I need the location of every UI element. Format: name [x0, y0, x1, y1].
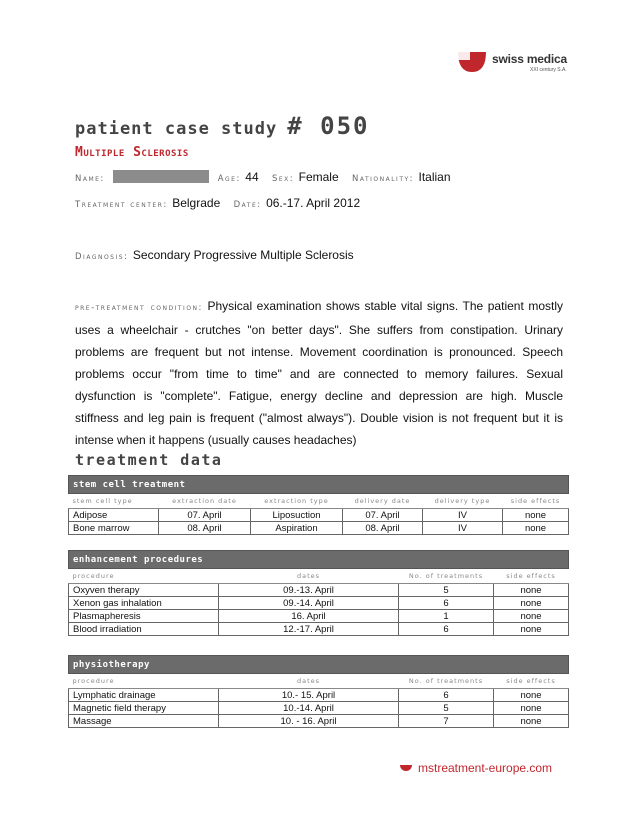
table-cell: 12.-17. April: [219, 623, 399, 636]
table-cell: none: [494, 610, 569, 623]
date-label: Date:: [233, 200, 262, 210]
table-row: [69, 623, 569, 636]
table-cell: 5: [399, 702, 494, 715]
table-cell: 09.-14. April: [219, 597, 399, 610]
table-cell: Bone marrow: [69, 522, 159, 535]
table-cell: 10.-14. April: [219, 702, 399, 715]
footer-link[interactable]: [400, 761, 552, 775]
age-value: 44: [245, 170, 259, 184]
nationality-value: Italian: [418, 170, 451, 184]
table-cell: none: [494, 584, 569, 597]
table-cell: 10.- 15. April: [219, 689, 399, 702]
column-header: delivery date: [343, 494, 423, 509]
table-cell: Magnetic field therapy: [69, 702, 219, 715]
table-cell: none: [494, 597, 569, 610]
enhancement-table-title: enhancement procedures: [69, 551, 569, 569]
table-cell: Blood irradiation: [69, 623, 219, 636]
table-cell: none: [494, 702, 569, 715]
center-label: Treatment center:: [75, 200, 168, 210]
table-row: [69, 689, 569, 702]
diagnosis-value: Secondary Progressive Multiple Sclerosis: [132, 248, 354, 262]
column-header: procedure: [69, 674, 219, 689]
column-header: side effects: [494, 569, 569, 584]
column-header: extraction type: [251, 494, 343, 509]
treatment-center-line: [75, 194, 360, 212]
physiotherapy-table: [68, 655, 569, 728]
diagnosis-label: Diagnosis:: [75, 252, 129, 262]
table-cell: Plasmapheresis: [69, 610, 219, 623]
diagnosis-line: [75, 246, 354, 264]
table-cell: 6: [399, 597, 494, 610]
column-header: dates: [219, 569, 399, 584]
column-header: stem cell type: [69, 494, 159, 509]
table-cell: Adipose: [69, 509, 159, 522]
enhancement-procedures-table: [68, 550, 569, 636]
page-subtitle: Multiple Sclerosis: [75, 145, 189, 160]
age-label: Age:: [217, 174, 241, 184]
table-row: [69, 715, 569, 728]
page-title: [75, 112, 369, 140]
table-cell: Aspiration: [251, 522, 343, 535]
date-value: 06.-17. April 2012: [266, 196, 361, 210]
title-text: patient case study: [75, 119, 278, 139]
table-cell: Massage: [69, 715, 219, 728]
table-cell: IV: [423, 509, 503, 522]
pretreatment-text: Physical examination shows stable vital signs. The patient mostly uses a wheelchair - crutches "on better days". She suffers from constipation. Urinary problems are frequent but not intense. Movement coordination is pronounced. Speech problems occur "from time to time" and are connected to memory failures. Sexual dysfunction is "complete". Fatigue, energy decline and depression are high. Muscle stiffness and leg pain is frequent ("almost always"). Double vision is not frequent but it is intense when it happens (usually causes headaches): [75, 299, 563, 447]
footer-url: mstreatment-europe.com: [418, 761, 553, 775]
patient-info-line: [75, 168, 451, 186]
column-header: No. of treatments: [399, 674, 494, 689]
table-cell: none: [503, 522, 569, 535]
table-cell: 08. April: [159, 522, 251, 535]
name-label: Name:: [75, 174, 105, 184]
sex-value: Female: [298, 170, 339, 184]
table-cell: 6: [399, 689, 494, 702]
column-header: side effects: [503, 494, 569, 509]
column-header: extraction date: [159, 494, 251, 509]
pretreatment-label: pre-treatment condition:: [75, 303, 203, 313]
table-cell: 08. April: [343, 522, 423, 535]
table-cell: Liposuction: [251, 509, 343, 522]
table-header-row: [69, 569, 569, 584]
center-value: Belgrade: [172, 196, 221, 210]
table-cell: 07. April: [159, 509, 251, 522]
stem-cell-table: [68, 475, 569, 535]
sex-label: Sex:: [271, 174, 295, 184]
case-number: # 050: [287, 112, 370, 140]
redacted-name: [113, 170, 209, 183]
stem-cell-table-title: stem cell treatment: [69, 476, 569, 494]
table-cell: 7: [399, 715, 494, 728]
table-cell: IV: [423, 522, 503, 535]
table-row: [69, 522, 569, 535]
table-header-row: [69, 494, 569, 509]
table-cell: none: [494, 715, 569, 728]
table-cell: none: [494, 623, 569, 636]
table-cell: 09.-13. April: [219, 584, 399, 597]
nationality-label: Nationality:: [351, 174, 415, 184]
table-cell: 6: [399, 623, 494, 636]
swiss-medica-logo: [456, 48, 576, 76]
table-cell: Oxyven therapy: [69, 584, 219, 597]
table-cell: 10. - 16. April: [219, 715, 399, 728]
table-row: [69, 597, 569, 610]
logo-mark-icon: [456, 48, 490, 74]
table-row: [69, 584, 569, 597]
table-cell: none: [494, 689, 569, 702]
table-cell: Xenon gas inhalation: [69, 597, 219, 610]
column-header: No. of treatments: [399, 569, 494, 584]
table-cell: 07. April: [343, 509, 423, 522]
column-header: delivery type: [423, 494, 503, 509]
table-row: [69, 509, 569, 522]
physiotherapy-table-title: physiotherapy: [69, 656, 569, 674]
column-header: dates: [219, 674, 399, 689]
logo-mark-icon: [400, 765, 412, 771]
pretreatment-condition: [75, 295, 563, 451]
table-cell: Lymphatic drainage: [69, 689, 219, 702]
table-row: [69, 702, 569, 715]
table-cell: 1: [399, 610, 494, 623]
table-row: [69, 610, 569, 623]
table-cell: 16. April: [219, 610, 399, 623]
table-cell: none: [503, 509, 569, 522]
logo-tagline: XXI century S.A.: [530, 67, 567, 73]
treatment-data-heading: treatment data: [75, 451, 223, 469]
column-header: procedure: [69, 569, 219, 584]
column-header: side effects: [494, 674, 569, 689]
logo-brand: swiss medica: [492, 52, 567, 66]
table-cell: 5: [399, 584, 494, 597]
table-header-row: [69, 674, 569, 689]
